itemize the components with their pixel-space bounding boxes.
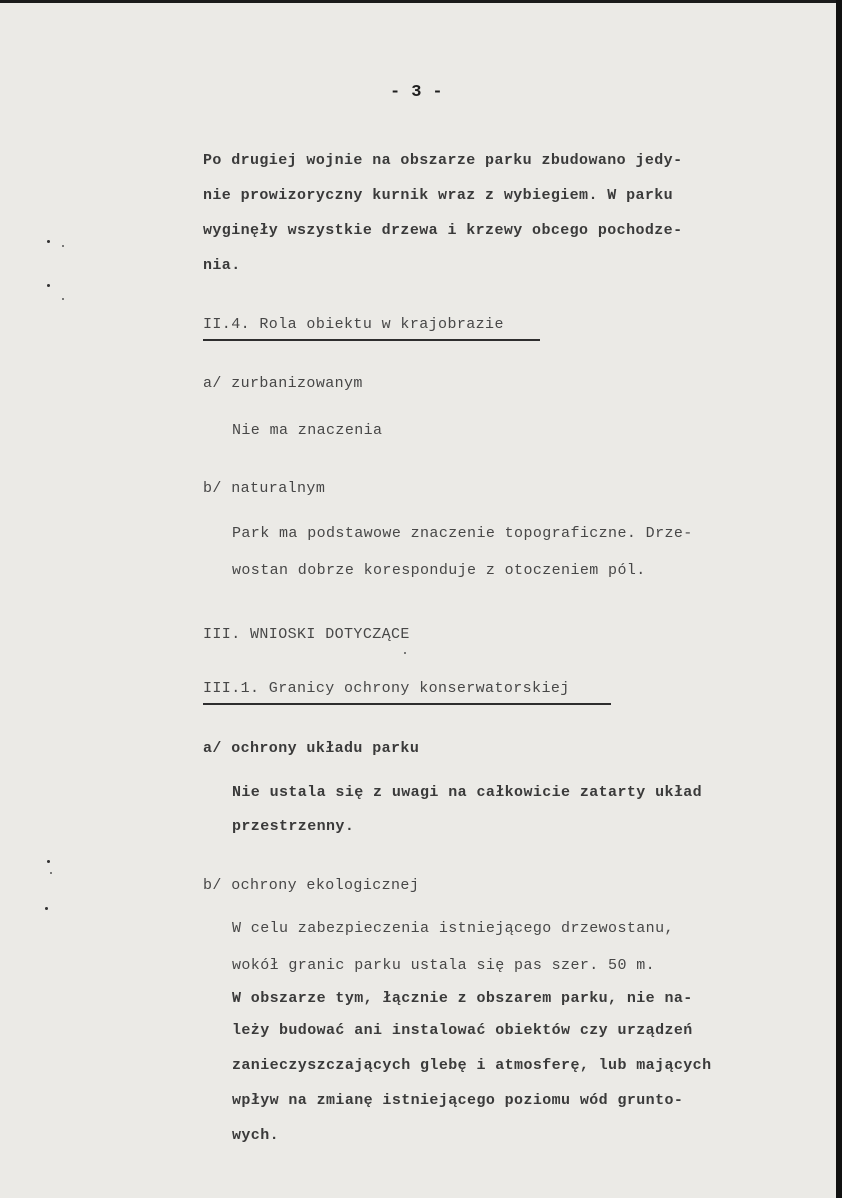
- heading-underline: [203, 703, 611, 705]
- intro-line: Po drugiej wojnie na obszarze parku zbudowano jedy-: [203, 152, 683, 169]
- margin-mark: [50, 872, 52, 874]
- margin-mark: [47, 284, 50, 287]
- margin-mark: [404, 652, 406, 654]
- intro-line: nie prowizoryczny kurnik wraz z wybiegiem. W parku: [203, 187, 674, 204]
- margin-mark: [47, 240, 50, 243]
- scan-edge-top: [0, 0, 842, 3]
- page-number: - 3 -: [390, 83, 444, 102]
- item-text-a-line: przestrzenny.: [232, 818, 355, 835]
- item-text-a: Nie ma znaczenia: [232, 422, 383, 439]
- item-label-a: a/ ochrony układu parku: [203, 740, 420, 757]
- scan-edge-right: [836, 0, 842, 1198]
- item-text-b-line: W celu zabezpieczenia istniejącego drzewostanu,: [232, 920, 674, 937]
- margin-mark: [62, 245, 64, 247]
- item-label-b: b/ naturalnym: [203, 480, 326, 497]
- section-heading-III1: III.1. Granicy ochrony konserwatorskiej: [203, 680, 570, 697]
- item-text-b-line: wokół granic parku ustala się pas szer. 50 m.: [232, 957, 656, 974]
- item-text-b-line: wpływ na zmianę istniejącego poziomu wód grunto-: [232, 1092, 684, 1109]
- item-text-a-line: Nie ustala się z uwagi na całkowicie zatarty układ: [232, 784, 703, 801]
- margin-mark: [47, 860, 50, 863]
- margin-mark: [45, 907, 48, 910]
- intro-line: wyginęły wszystkie drzewa i krzewy obcego pochodze-: [203, 222, 683, 239]
- item-text-b-line: Park ma podstawowe znaczenie topograficzne. Drze-: [232, 525, 693, 542]
- intro-line: nia.: [203, 257, 241, 274]
- item-label-a: a/ zurbanizowanym: [203, 375, 363, 392]
- item-label-b: b/ ochrony ekologicznej: [203, 877, 420, 894]
- item-text-b-line: leży budować ani instalować obiektów czy urządzeń: [232, 1022, 693, 1039]
- item-text-b-line: zanieczyszczających glebę i atmosferę, lub mających: [232, 1057, 712, 1074]
- item-text-b-line: wych.: [232, 1127, 280, 1144]
- item-text-b-line: wostan dobrze koresponduje z otoczeniem pól.: [232, 562, 646, 579]
- section-heading-III: III. WNIOSKI DOTYCZĄCE: [203, 626, 410, 643]
- margin-mark: [62, 298, 64, 300]
- item-text-b-line: W obszarze tym, łącznie z obszarem parku, nie na-: [232, 990, 693, 1007]
- section-heading-II4: II.4. Rola obiektu w krajobrazie: [203, 316, 504, 333]
- heading-underline: [203, 339, 540, 341]
